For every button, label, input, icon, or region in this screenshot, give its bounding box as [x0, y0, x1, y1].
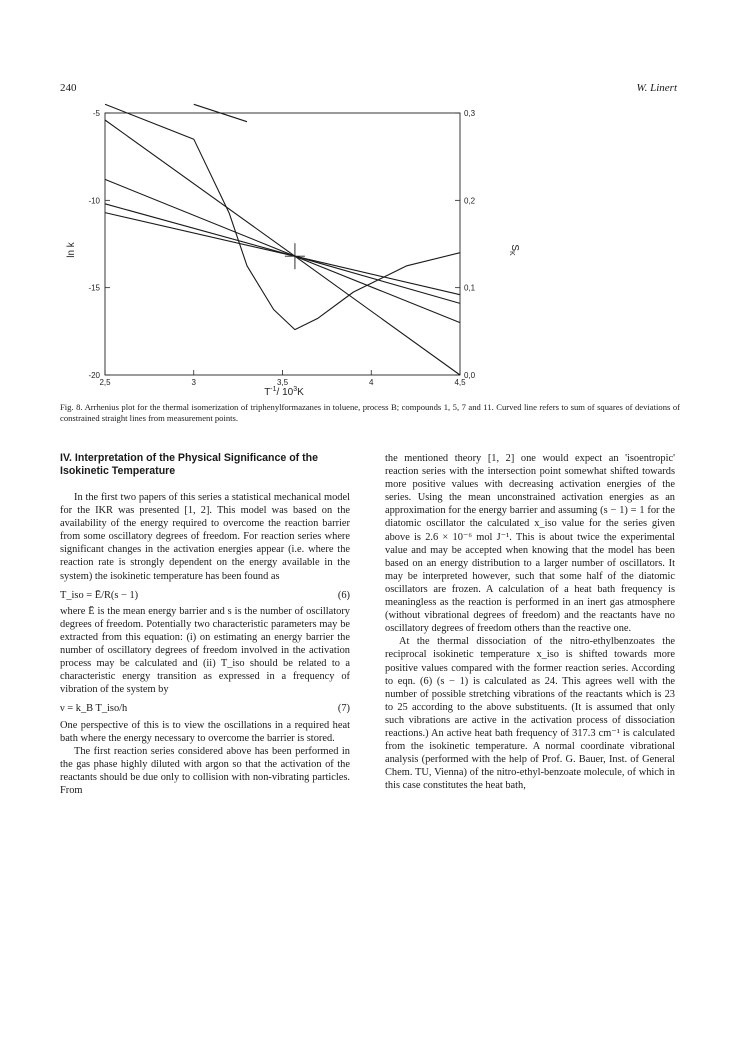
equation-6-number: (6) [337, 589, 350, 601]
section-heading: IV. Interpretation of the Physical Significance of the Isokinetic Temperature [60, 452, 319, 477]
paragraph-5: the mentioned theory [1, 2] one would expect an 'isoentropic' reaction series with the intersection point somewhat shifted towards more positive values with decreasing activation energies of the series. Using the mean unconstrained activation energies as an approximation for the energy barrier and assuming (s − 1) = 1 for the diatomic oscillator the calculated x_iso value for the series given above is 2.6 × 10⁻⁶ mol J⁻¹. This is about twice the experimental value and may be accepted when knowing that the model has been based on an energy distribution to a larger number of oscillators. It may be interpreted however, such that some half of the diatomic oscillators are frozen. A calculation of a heat bath frequency is meaningless as the reaction is performed in an inert gas atmosphere (without vibrational degrees of freedom) and the reactants have no oscillatory degrees of freedom others than the reactive one. [385, 453, 675, 635]
y-right-tick-label: 0,3 [464, 109, 476, 118]
column-right [385, 452, 675, 792]
plot-frame [105, 113, 460, 375]
arrhenius-chart [60, 98, 680, 398]
y-left-tick-label: -20 [88, 371, 100, 380]
x-tick-label: 3,5 [276, 378, 289, 387]
paragraph-4: The first reaction series considered above has been performed in the gas phase highly diluted with argon so that the activation of the reactants should be due only to collision with non-vibrating particles. From [60, 745, 350, 796]
running-author: W. Linert [636, 82, 677, 94]
figure-arrhenius-plot [60, 98, 680, 398]
column-left [60, 452, 350, 797]
x-tick-label: 4,5 [454, 378, 466, 387]
running-header [60, 82, 677, 98]
y-left-tick-label: -5 [92, 109, 100, 118]
equation-6-expression: T_iso = Ē/R(s − 1) [60, 589, 139, 601]
series-line-4 [105, 213, 460, 295]
paragraph-6: At the thermal dissociation of the nitro-ethylbenzoates the reciprocal isokinetic temperature x_iso is shifted towards more positive values compared with the former reaction series. According to eqn. (6) (s − 1) is calculated as 24. This agrees well with the number of possible stretching vibrations of the reactants which is 23 to 25 according to the above substituents. (It is assumed that only such vibrations are active in the activation process of dissociation reactions.) An active heat bath frequency of 317.3 cm⁻¹ is calculated from the isokinetic temperature. A normal coordinate vibrational analysis (performed with the help of Prof. G. Bauer, Inst. of General Chem. TU, Vienna) of the nitro-ethyl-benzoate molecule, of which in this case constitutes the heat bath, [385, 636, 675, 792]
y-right-tick-label: 0,2 [464, 196, 476, 206]
x-label-end: K [297, 387, 304, 398]
x-axis-label [264, 386, 304, 398]
series-line-5 [105, 104, 460, 329]
x-tick-label: 2,5 [99, 378, 111, 387]
equation-6 [60, 589, 350, 602]
series-line-2 [105, 179, 460, 322]
paragraph-1: In the first two papers of this series a statistical mechanical model for the IKR was presented [1, 2]. This model was based on the availability of the energy required to overcome the reaction barrier from some oscillatory degrees of freedom. For reaction series where significant changes in the activation energies appear (i.e. where the reaction rate is strongly dependent on the energy available in the system) the isokinetic temperature has been found as [60, 492, 350, 582]
equation-7-expression: ν = k_B T_iso/h [60, 703, 128, 715]
figure-caption: Fig. 8. Arrhenius plot for the thermal isomerization of triphenylformazanes in toluene, process B; compounds 1, 5, 7 and 11. Curved line refers to sum of squares of deviations of constrained straight lines from measurement points. [60, 402, 680, 423]
x-label-pre: T [264, 387, 271, 398]
x-label-post: / 10 [276, 387, 294, 398]
x-tick-label: 4 [369, 378, 374, 387]
y-left-label: ln k [66, 242, 77, 258]
x-label-sup: -1 [270, 386, 277, 393]
paragraph-3: One perspective of this is to view the oscillations in a required heat bath where the energy necessary to overcome the barrier is stored. [60, 719, 350, 744]
x-tick-label: 3 [191, 378, 196, 387]
equation-7 [60, 702, 350, 715]
y-right-label-main: S [509, 244, 520, 251]
x-label-sup2: 3 [293, 386, 298, 393]
y-left-tick-label: -15 [88, 283, 100, 293]
y-left-tick-label: -10 [88, 196, 100, 206]
y-right-tick-label: 0,1 [464, 283, 476, 293]
series-line-1 [105, 120, 460, 375]
equation-7-number: (7) [337, 703, 350, 715]
y-right-label [508, 244, 520, 256]
y-right-tick-label: 0,0 [464, 371, 476, 380]
paragraph-2: where Ē is the mean energy barrier and s is the number of oscillatory degrees of freedom. Potentially two characteristic parameters may be extracted from this equation: (i) on estimating an energy barrier the number of oscillatory degrees of freedom involved in the activation process may be calculated and (ii) T_iso should be related to a characteristic energy transition as expressed in a frequency of vibration of the system by [60, 605, 350, 696]
y-right-label-sub: K [508, 251, 515, 256]
page-number: 240 [60, 82, 77, 94]
